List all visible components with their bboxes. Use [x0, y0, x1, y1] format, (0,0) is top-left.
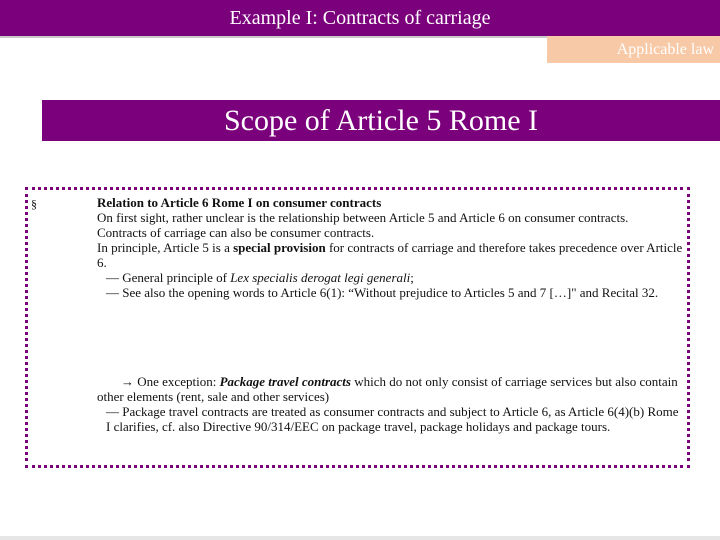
section-tag-label: Applicable law: [616, 41, 714, 58]
slide-title: Scope of Article 5 Rome I: [223, 104, 539, 137]
footer-strip: [0, 536, 720, 540]
header-banner: [0, 0, 720, 36]
section-tag: [547, 36, 720, 63]
lex-emphasis: Lex specialis derogat legi generali: [230, 270, 411, 285]
spacer: [97, 300, 685, 320]
content-body: [97, 195, 685, 320]
principle-text-start: In principle, Article 5 is a: [97, 240, 234, 255]
principle-text-end: for contracts of carriage and therefore takes precedence over Article 6.: [97, 240, 683, 270]
lex-text-end: ;: [410, 270, 414, 285]
header-title: Example I: Contracts of carriage: [229, 7, 491, 29]
exception-body: [97, 374, 685, 434]
paragraph-package-travel: — Package travel contracts are treated as consumer contracts and subject to Article 6, as Article 6(4)(b) Rome I clarifies, cf. also Directive 90/314/EEC on package travel, package holidays and package tours.: [106, 404, 679, 434]
paragraph-principle: [97, 240, 685, 270]
exception-emphasis: Package travel contracts: [219, 374, 351, 389]
slide-title-bar: [42, 100, 720, 141]
paragraph-opening-words: — See also the opening words to Article 6(1): “Without prejudice to Articles 5 and 7 […]" and Recital 32.: [106, 285, 659, 300]
paragraph-consumer: Contracts of carriage can also be consumer contracts.: [97, 225, 375, 240]
paragraph-lex-specialis: [97, 270, 685, 285]
paragraph-exception: [97, 374, 685, 404]
exception-text-start: → One exception:: [121, 374, 220, 389]
exception-text-end: which do not only consist of carriage services but also contain other elements (rent, sale and other services): [97, 374, 678, 404]
section-heading: Relation to Article 6 Rome I on consumer contracts: [97, 195, 382, 210]
paragraph-relationship: On first sight, rather unclear is the relationship between Article 5 and Article 6 on consumer contracts.: [97, 210, 629, 225]
principle-emphasis: special provision: [233, 240, 326, 255]
bullet-marker: §: [31, 197, 37, 211]
lex-text-start: — General principle of: [106, 270, 231, 285]
